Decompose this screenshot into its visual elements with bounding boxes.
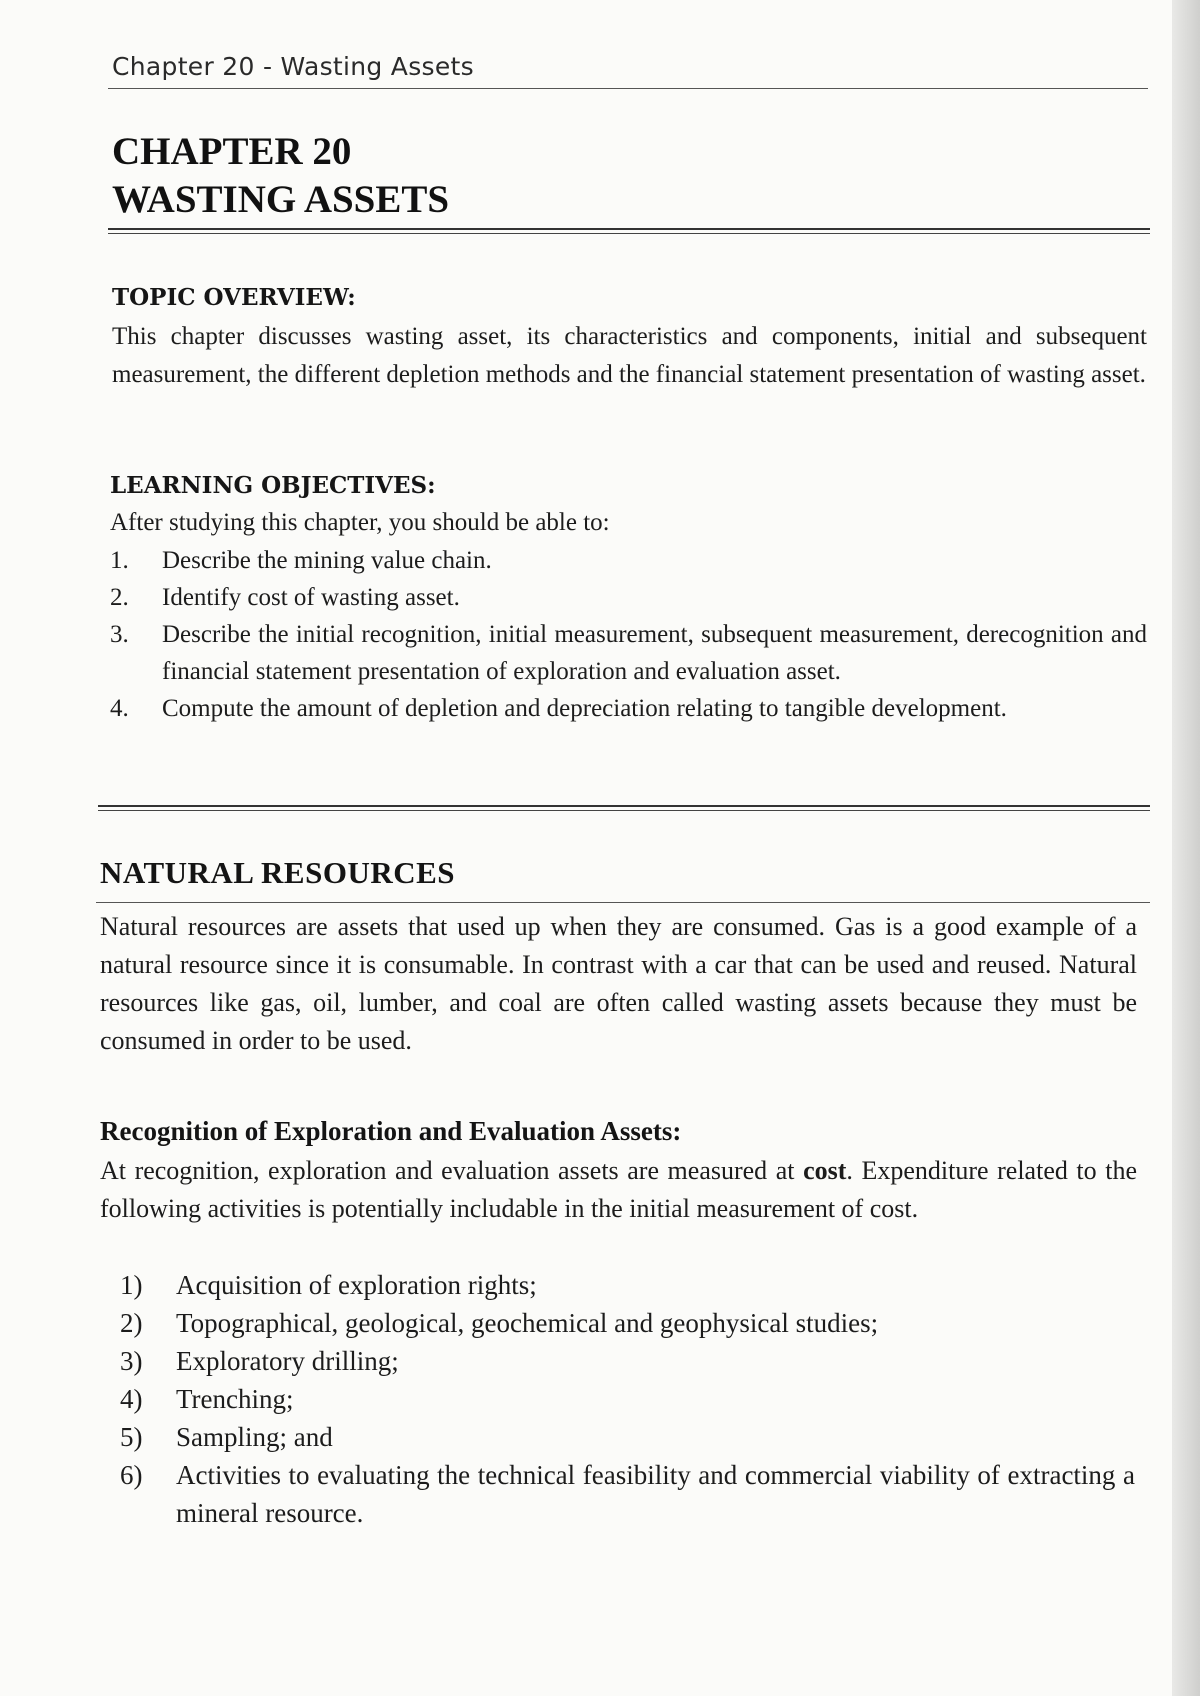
- item-text: Topographical, geological, geochemical and geophysical studies;: [176, 1308, 879, 1338]
- item-text: Sampling; and: [176, 1422, 333, 1452]
- chapter-name: WASTING ASSETS: [112, 178, 450, 221]
- recognition-text-bold: cost: [803, 1156, 847, 1185]
- recognition-activities-list: [120, 1266, 1135, 1532]
- item-text: Acquisition of exploration rights;: [176, 1270, 537, 1300]
- list-item: [120, 1418, 1135, 1456]
- recognition-heading: Recognition of Exploration and Evaluation Assets:: [100, 1116, 682, 1146]
- item-text: Activities to evaluating the technical feasibility and commercial viability of extracting a mineral resource.: [176, 1460, 1135, 1528]
- item-number: 4): [120, 1384, 143, 1414]
- topic-overview-label: TOPIC OVERVIEW:: [112, 284, 356, 311]
- header-rule: [108, 88, 1148, 89]
- title-rule: [108, 228, 1150, 234]
- recognition-text-end: . Expenditure related to the following activities is potentially includable in the initial measurement of cost.: [100, 1156, 1137, 1223]
- objectives-rule: [98, 805, 1150, 811]
- list-item: [120, 1304, 1135, 1342]
- learning-objectives-intro: After studying this chapter, you should be able to:: [110, 509, 610, 536]
- natural-resources-text: Natural resources are assets that used up when they are consumed. Gas is a good example of a natural resource since it is consumable. In contrast with a car that can be used and reused. Natural resources like gas, oil, lumber, and coal are often called wasting assets because they must be consumed in order to be used.: [100, 912, 1137, 1055]
- list-item: [110, 542, 1147, 579]
- item-number: 2.: [110, 584, 129, 611]
- item-text: Exploratory drilling;: [176, 1346, 399, 1376]
- list-item: [110, 579, 1147, 616]
- page-edge-shadow: [1172, 0, 1200, 1696]
- list-item: [110, 616, 1147, 690]
- item-number: 5): [120, 1422, 143, 1452]
- list-item: [120, 1456, 1135, 1532]
- topic-overview-text: This chapter discusses wasting asset, its characteristics and components, initial and subsequent measurement, the different depletion methods and the financial statement presentation of wasting asset.: [112, 323, 1147, 388]
- item-number: 2): [120, 1308, 143, 1338]
- item-number: 1): [120, 1270, 143, 1300]
- list-item: [120, 1342, 1135, 1380]
- list-item: [110, 690, 1147, 727]
- chapter-number: CHAPTER 20: [112, 130, 352, 173]
- item-text: Describe the mining value chain.: [162, 547, 492, 574]
- running-header: Chapter 20 - Wasting Assets: [112, 52, 474, 81]
- item-text: Trenching;: [176, 1384, 294, 1414]
- natural-resources-rule: [96, 902, 1150, 903]
- recognition-text-start: At recognition, exploration and evaluation assets are measured at: [100, 1156, 804, 1185]
- item-text: Compute the amount of depletion and depreciation relating to tangible development.: [162, 695, 1007, 722]
- chapter-title: [112, 128, 449, 224]
- item-number: 3): [120, 1346, 143, 1376]
- natural-resources-heading: NATURAL RESOURCES: [100, 855, 456, 890]
- list-item: [120, 1266, 1135, 1304]
- item-number: 4.: [110, 695, 129, 722]
- item-number: 3.: [110, 621, 129, 648]
- recognition-text: [100, 1152, 1137, 1228]
- item-number: 6): [120, 1460, 143, 1490]
- learning-objectives-list: [110, 542, 1147, 727]
- item-text: Describe the initial recognition, initial measurement, subsequent measurement, derecognition and financial statement presentation of exploration and evaluation asset.: [162, 621, 1147, 685]
- item-number: 1.: [110, 547, 129, 574]
- learning-objectives-label: LEARNING OBJECTIVES:: [110, 472, 436, 499]
- list-item: [120, 1380, 1135, 1418]
- item-text: Identify cost of wasting asset.: [162, 584, 460, 611]
